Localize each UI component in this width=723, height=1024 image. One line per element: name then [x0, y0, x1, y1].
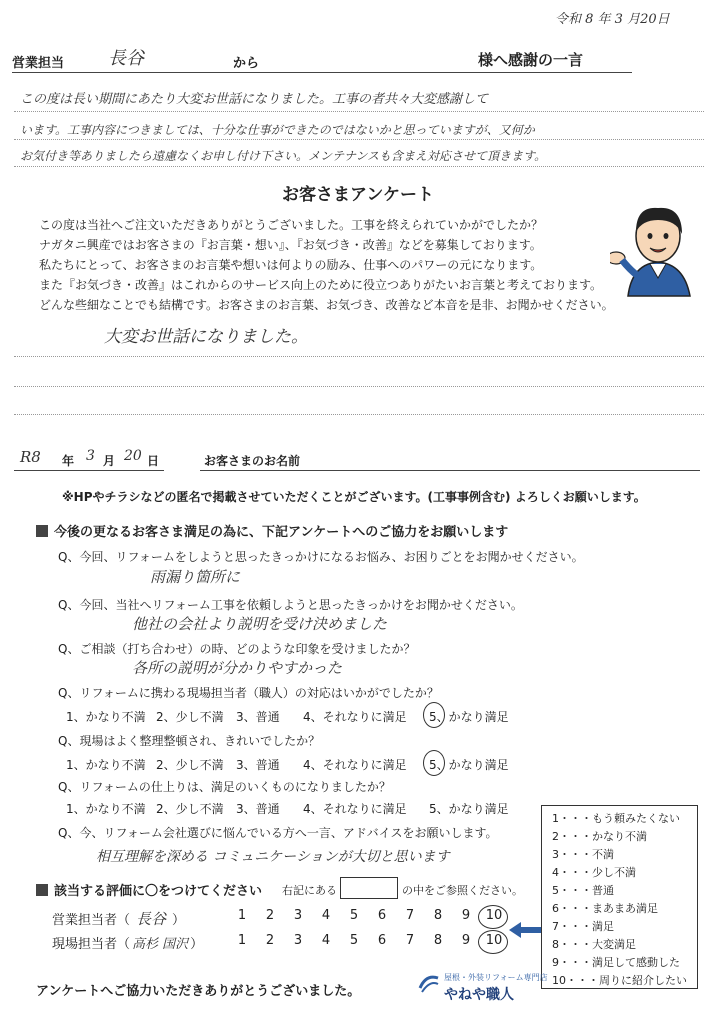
brand-name: やねや職人 [444, 987, 514, 1003]
question-1: Q、今回、リフォームをしようと思ったきっかけになるお悩み、お困りごとをお聞かせください。 [58, 550, 584, 564]
question-6: Q、リフォームの仕上りは、満足のいくものになりましたか？ [58, 780, 391, 794]
survey-title: お客さまアンケート [282, 185, 434, 205]
q4-option-1: 1、かなり不満 [66, 710, 146, 724]
sales-name: 長谷 [108, 48, 144, 69]
rating-sales-selected-circle [478, 905, 508, 929]
legend-reference-box [340, 877, 398, 899]
question-4: Q、リフォームに携わる現場担当者（職人）の対応はいかがでしたか？ [58, 686, 439, 700]
rating-row-site: 現場担当者（ 高杉 国沢 ） [52, 937, 204, 952]
q4-selected-circle [423, 702, 445, 728]
rating-site-name: 高杉 国沢 [132, 937, 189, 952]
question-3: Q、ご相談（打ち合わせ）の時、どのような印象を受けましたか？ [58, 642, 416, 656]
rating-score[interactable]: 9 [461, 933, 471, 948]
rating-score[interactable]: 9 [461, 908, 471, 923]
rating-score[interactable]: 4 [321, 908, 331, 923]
document-date: 令和 8 年 3 月20日 [555, 12, 670, 27]
answer-3: 各所の説明が分かりやすかった [132, 659, 343, 677]
q4-option-5: 5、かなり満足 [429, 710, 509, 724]
intro-line-1: この度は当社へご注文いただきありがとうございました。工事を終えられていかがでしたか？ [39, 218, 544, 232]
intro-line-5: どんな些細なことでも結構です。お客さまのお言葉、お気づき、改善など本音を是非、お聞かせください。 [39, 298, 614, 312]
rating-row-sales: 営業担当者（ 長谷 ） [52, 910, 186, 928]
section-1-heading: 今後の更なるお客さま満足の為に、下記アンケートへのご協力をお願いします [36, 521, 508, 540]
q4-option-2: 2、少し不満 [156, 710, 224, 724]
survey-month-label: 月 [103, 454, 116, 468]
rating-score[interactable]: 5 [349, 908, 359, 923]
intro-line-2: ナガタニ興産ではお客さまの『お言葉・想い』、『お気づき・改善』などを募集しております。 [39, 238, 542, 252]
thanks-message-line-2: います。工事内容につきましては、十分な仕事ができたのではないかと思っていますが、又何か [20, 123, 535, 137]
thanks-message-line-3: お気付き等ありましたら遠慮なくお申し付け下さい。メンテナンスも含まえ対応させて頂きます。 [20, 149, 547, 163]
q5-option-3: 3、普通 [236, 758, 280, 772]
rating-score[interactable]: 6 [377, 933, 387, 948]
survey-year-label: 年 [62, 454, 75, 468]
rating-score[interactable]: 1 [237, 933, 247, 948]
rating-score[interactable]: 3 [293, 933, 303, 948]
brand-subtitle: 屋根・外装リフォーム専門店 [444, 973, 548, 982]
question-2: Q、今回、当社へリフォーム工事を依頼しようと思ったきっかけをお聞かせください。 [58, 598, 523, 612]
company-logo-icon [418, 972, 440, 994]
section-bullet-icon [36, 525, 48, 537]
rating-site-selected-circle [478, 930, 508, 954]
from-label: から [233, 56, 260, 71]
q4-option-3: 3、普通 [236, 710, 280, 724]
section-bullet-icon [36, 884, 48, 896]
q5-selected-circle [423, 750, 445, 776]
thanks-message-line-1: この度は長い期間にあたり大変お世話になりました。工事の者共々大変感謝して [20, 92, 489, 107]
legend-item: 3・・・不満 [552, 848, 614, 861]
rating-score[interactable]: 8 [433, 933, 443, 948]
customer-name-label: お客さまのお名前 [204, 454, 301, 468]
q6-option-2: 2、少し不満 [156, 802, 224, 816]
q6-option-3: 3、普通 [236, 802, 280, 816]
q5-option-1: 1、かなり不満 [66, 758, 146, 772]
rating-score[interactable]: 1 [237, 908, 247, 923]
legend-item: 10・・・周りに紹介したい [552, 974, 687, 987]
q5-option-4: 4、それなりに満足 [303, 758, 407, 772]
rating-score[interactable]: 6 [377, 908, 387, 923]
publication-notice: ※HPやチラシなどの匿名で掲載させていただくことがございます。(工事事例含む) よろしくお願いします。 [62, 490, 646, 504]
rating-score[interactable]: 5 [349, 933, 359, 948]
rating-score[interactable]: 8 [433, 908, 443, 923]
legend-item: 9・・・満足して感動した [552, 956, 680, 969]
q6-option-5: 5、かなり満足 [429, 802, 509, 816]
footer-thanks: アンケートへご協力いただきありがとうございました。 [36, 984, 361, 999]
rating-legend [541, 805, 698, 989]
survey-date-month: 3 [86, 448, 95, 464]
q5-option-2: 2、少し不満 [156, 758, 224, 772]
survey-date-day: 20 [124, 448, 142, 464]
rating-score[interactable]: 4 [321, 933, 331, 948]
survey-date-era: R8 [20, 448, 41, 466]
rating-score[interactable]: 7 [405, 933, 415, 948]
legend-item: 2・・・かなり不満 [552, 830, 647, 843]
thanks-title: 様へ感謝の一言 [478, 51, 584, 69]
customer-comment: 大変お世話になりました。 [104, 327, 308, 347]
answer-2: 他社の会社より説明を受け決めました [132, 615, 388, 633]
legend-item: 8・・・大変満足 [552, 938, 636, 951]
rating-score[interactable]: 10 [485, 933, 503, 948]
rating-score[interactable]: 10 [485, 908, 503, 923]
arrow-left-icon [507, 920, 543, 940]
answer-7: 相互理解を深める コミュニケーションが大切と思います [96, 849, 450, 865]
q6-option-1: 1、かなり不満 [66, 802, 146, 816]
rating-score[interactable]: 2 [265, 933, 275, 948]
legend-item: 5・・・普通 [552, 884, 614, 897]
q4-option-4: 4、それなりに満足 [303, 710, 407, 724]
answer-1: 雨漏り箇所に [150, 568, 241, 586]
legend-hint-post: の中をご参照ください。 [402, 884, 523, 897]
rating-score[interactable]: 7 [405, 908, 415, 923]
staff-mascot-icon [610, 196, 706, 300]
legend-hint-pre: 右記にある [282, 884, 337, 897]
rating-score[interactable]: 2 [265, 908, 275, 923]
legend-item: 4・・・少し不満 [552, 866, 636, 879]
intro-line-3: 私たちにとって、お客さまのお言葉や想いは何よりの励み、仕事へのパワーの元になります。 [39, 258, 543, 272]
header-underline [12, 72, 632, 73]
sales-label: 営業担当 [12, 56, 65, 71]
legend-item: 7・・・満足 [552, 920, 614, 933]
question-5: Q、現場はよく整理整頓され、きれいでしたか？ [58, 734, 321, 748]
legend-item: 6・・・まあまあ満足 [552, 902, 658, 915]
rating-score[interactable]: 3 [293, 908, 303, 923]
intro-line-4: また『お気づき・改善』はこれからのサービス向上のために役立つありがたいお言葉と考えております。 [39, 278, 603, 292]
legend-item: 1・・・もう頼みたくない [552, 812, 680, 825]
survey-day-label: 日 [147, 454, 160, 468]
rating-sales-name: 長谷 [136, 910, 167, 928]
question-7: Q、今、リフォーム会社選びに悩んでいる方へ一言、アドバイスをお願いします。 [58, 826, 498, 840]
q6-option-4: 4、それなりに満足 [303, 802, 407, 816]
section-2-heading: 該当する評価に〇をつけてください [36, 880, 262, 899]
q5-option-5: 5、かなり満足 [429, 758, 509, 772]
